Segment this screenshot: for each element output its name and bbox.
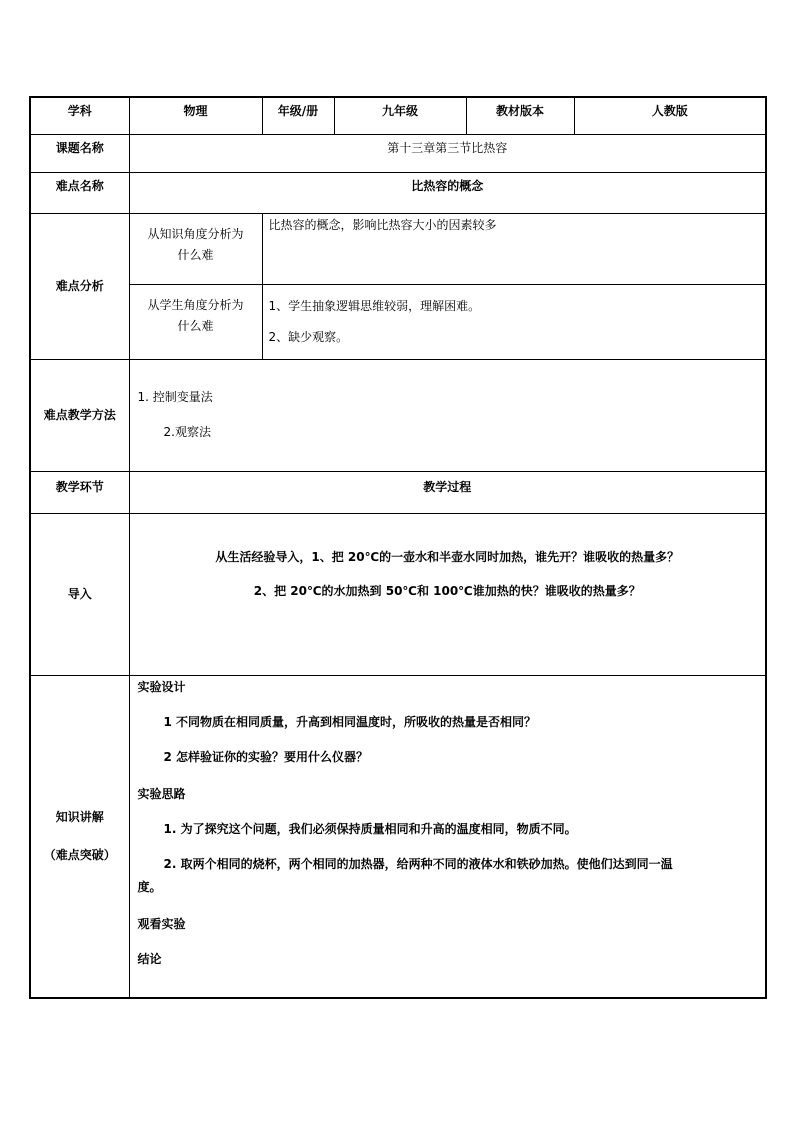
intro-row bbox=[30, 513, 766, 675]
methods-row bbox=[30, 359, 766, 471]
lecture-row bbox=[30, 675, 766, 998]
grade-value: 九年级 bbox=[334, 97, 466, 134]
design-question-1: 1 不同物质在相同质量，升高到相同温度时，所吸收的热量是否相同？ bbox=[163, 714, 537, 729]
lecture-label-line2: （难点突破） bbox=[43, 848, 116, 863]
lesson-plan-table bbox=[29, 96, 767, 999]
process-label: 教学过程 bbox=[129, 471, 766, 513]
process-header-row bbox=[30, 471, 766, 513]
grade-label: 年级/册 bbox=[262, 97, 334, 134]
idea-1: 1. 为了探究这个问题，我们必须保持质量相同和升高的温度相同，物质不同。 bbox=[163, 821, 577, 836]
stage-label: 教学环节 bbox=[30, 471, 129, 513]
methods-label: 难点教学方法 bbox=[30, 359, 129, 471]
student-question-line2: 什么难 bbox=[177, 319, 214, 334]
subject-label: 学科 bbox=[30, 97, 129, 134]
watch-experiment: 观看实验 bbox=[137, 916, 186, 931]
idea-2a: 2. 取两个相同的烧杯，两个相同的加热器，给两种不同的液体水和铁砂加热。使他们达到同一温 bbox=[163, 856, 673, 871]
analysis-label: 难点分析 bbox=[30, 213, 129, 359]
intro-label: 导入 bbox=[30, 513, 129, 675]
edition-value: 人教版 bbox=[574, 97, 766, 134]
student-answer-1: 1、学生抽象逻辑思维较弱，理解困难。 bbox=[268, 298, 481, 313]
difficulty-row bbox=[30, 172, 766, 213]
title-label: 课题名称 bbox=[30, 134, 129, 172]
student-question-line1: 从学生角度分析为 bbox=[147, 297, 244, 312]
lecture-label-line1: 知识讲解 bbox=[55, 809, 104, 824]
intro-line-2: 2、把 20℃的水加热到 50℃和 100℃谁加热的快？谁吸收的热量多？ bbox=[253, 584, 641, 599]
analysis-student-row bbox=[30, 284, 766, 359]
intro-content bbox=[129, 513, 766, 675]
intro-line-1: 从生活经验导入，1、把 20℃的一壶水和半壶水同时加热，谁先开？谁吸收的热量多？ bbox=[215, 549, 680, 564]
knowledge-question-line1: 从知识角度分析为 bbox=[147, 226, 244, 241]
knowledge-question-line2: 什么难 bbox=[177, 248, 214, 263]
knowledge-question bbox=[129, 213, 262, 284]
title-value: 第十三章第三节比热容 bbox=[129, 134, 766, 172]
student-question bbox=[129, 284, 262, 359]
idea-2b: 度。 bbox=[137, 879, 162, 894]
design-title: 实验设计 bbox=[137, 679, 186, 694]
difficulty-value: 比热容的概念 bbox=[129, 172, 766, 213]
method-item-2: 2.观察法 bbox=[163, 425, 211, 439]
lecture-label bbox=[30, 675, 129, 998]
edition-label: 教材版本 bbox=[466, 97, 574, 134]
idea-title: 实验思路 bbox=[137, 786, 186, 801]
method-item-1: 1. 控制变量法 bbox=[137, 390, 213, 405]
student-answer bbox=[262, 284, 766, 359]
design-question-2: 2 怎样验证你的实验？要用什么仪器？ bbox=[163, 749, 369, 764]
lecture-content bbox=[129, 675, 766, 998]
title-row bbox=[30, 134, 766, 172]
difficulty-label: 难点名称 bbox=[30, 172, 129, 213]
methods-content bbox=[129, 359, 766, 471]
student-answer-2: 2、缺少观察。 bbox=[268, 329, 349, 344]
conclusion: 结论 bbox=[137, 951, 162, 966]
subject-value: 物理 bbox=[129, 97, 262, 134]
analysis-knowledge-row bbox=[30, 213, 766, 284]
knowledge-answer: 比热容的概念，影响比热容大小的因素较多 bbox=[262, 213, 766, 284]
header-row bbox=[30, 97, 766, 134]
